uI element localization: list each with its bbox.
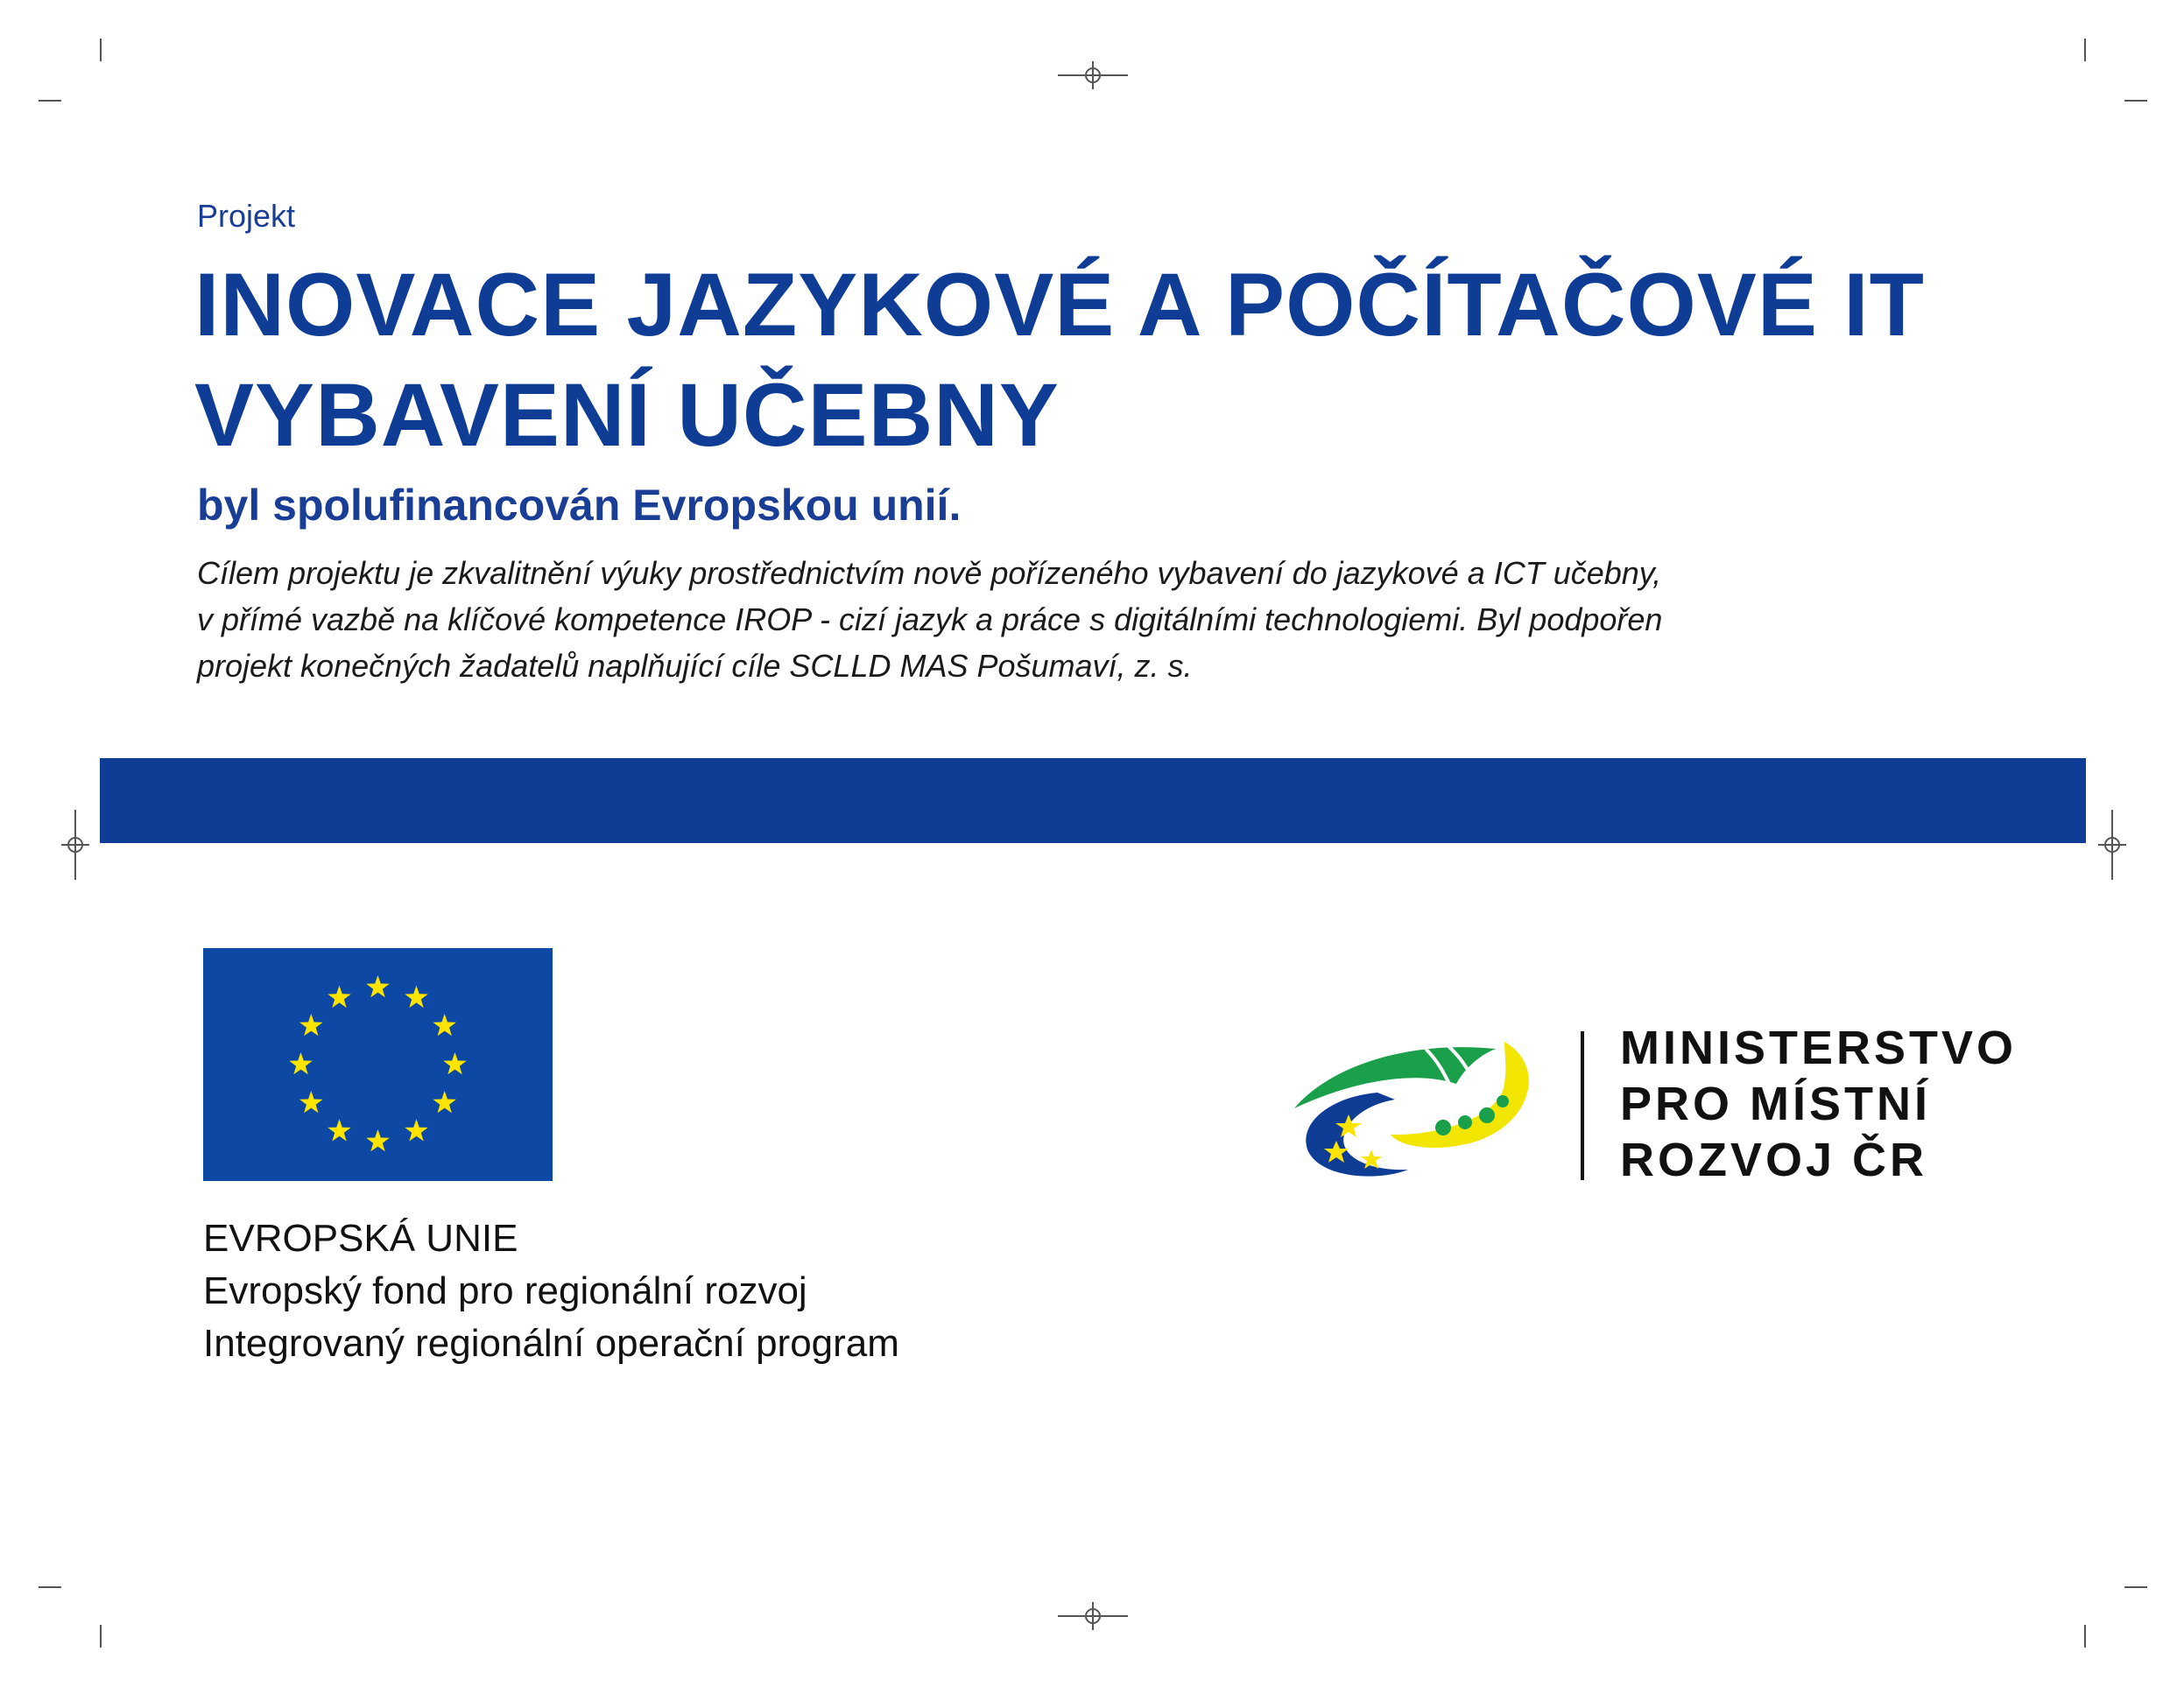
crop-mark [100, 1625, 102, 1648]
project-description [197, 550, 1948, 689]
crop-mark [2124, 100, 2147, 102]
funding-subtitle: byl spolufinancován Evropskou unií. [197, 481, 962, 530]
crop-mark [2084, 39, 2086, 61]
blue-band [100, 758, 2086, 843]
eu-flag-icon [203, 948, 553, 1181]
registration-mark-bottom [1058, 1599, 1128, 1634]
eu-caption [203, 1213, 899, 1370]
description-line: projekt konečných žadatelů naplňující cíle SCLLD MAS Pošumaví, z. s. [197, 648, 1193, 684]
crop-mark [100, 39, 102, 61]
crop-mark [2124, 1586, 2147, 1588]
ministry-name-line: ROZVOJ ČR [1620, 1134, 1928, 1186]
crop-mark [39, 100, 61, 102]
description-line: v přímé vazbě na klíčové kompetence IROP - cizí jazyk a práce s digitálními technologiemi. Byl podpořen [197, 601, 1663, 637]
logo-divider [1581, 1031, 1584, 1180]
registration-mark-left [58, 810, 93, 880]
description-line: Cílem projektu je zkvalitnění výuky prostřednictvím nově pořízeného vybavení do jazykové a ICT učebny, [197, 555, 1662, 591]
eu-caption-line: Evropský fond pro regionální rozvoj [203, 1269, 807, 1312]
title-line-2: VYBAVENÍ UČEBNY [194, 365, 1060, 465]
ministry-name-line: MINISTERSTVO [1620, 1022, 2018, 1074]
crop-mark [2084, 1625, 2086, 1648]
eu-caption-line: Integrovaný regionální operační program [203, 1322, 899, 1365]
mmr-logo-icon [1294, 1031, 1541, 1180]
ministry-name-line: PRO MÍSTNÍ [1620, 1078, 1932, 1130]
registration-mark-top [1058, 58, 1128, 93]
eu-caption-line: EVROPSKÁ UNIE [203, 1217, 518, 1260]
title-line-1: INOVACE JAZYKOVÉ A POČÍTAČOVÉ IT [194, 255, 1925, 355]
ministry-name [1620, 1020, 2017, 1188]
page-title [194, 250, 2033, 470]
registration-mark-right [2095, 810, 2130, 880]
project-label: Projekt [197, 198, 296, 234]
crop-mark [39, 1586, 61, 1588]
